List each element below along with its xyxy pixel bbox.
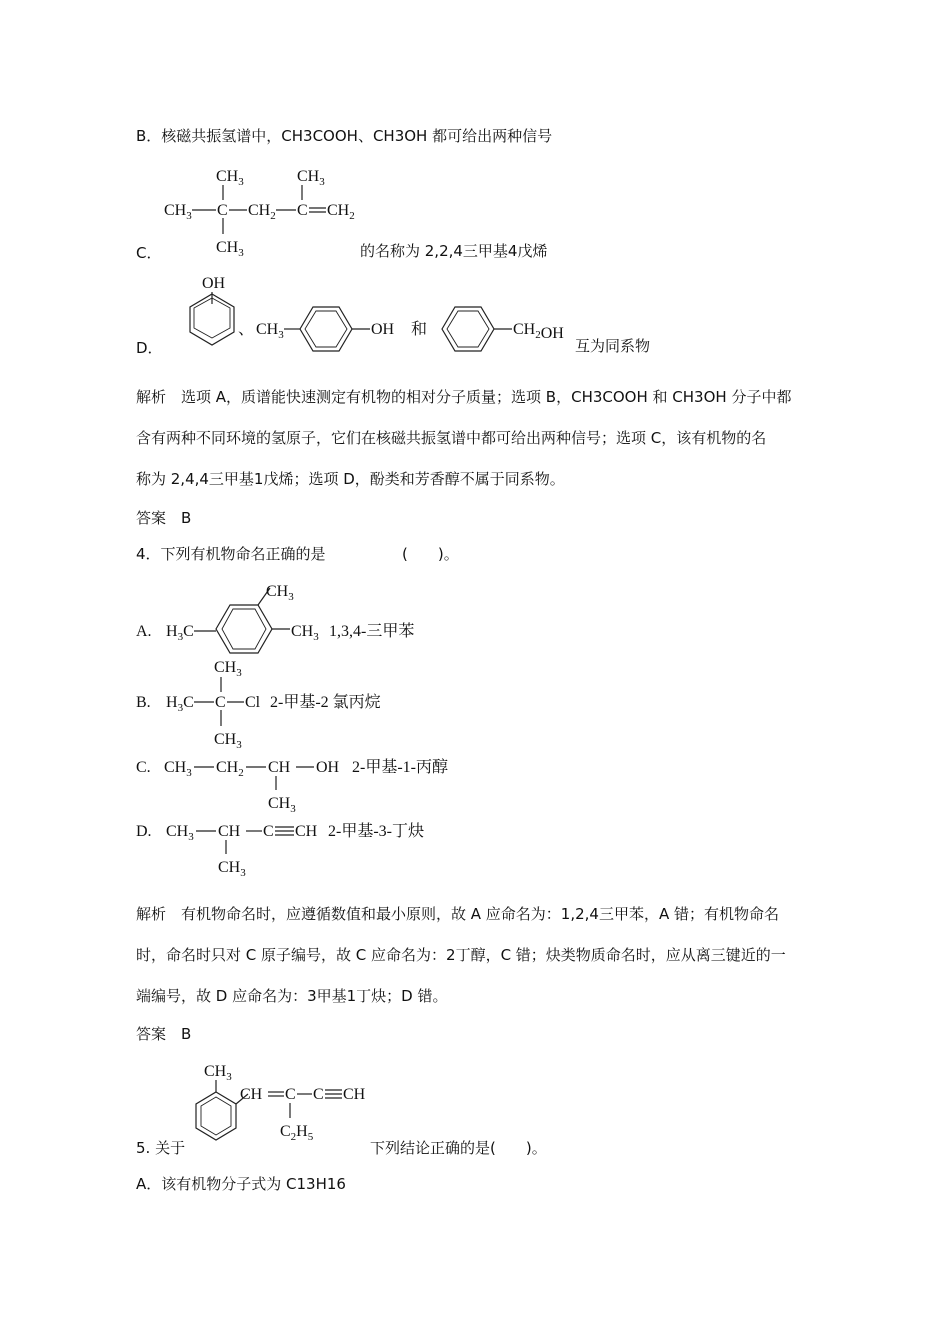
svg-text:CH3: $CH_3$ — [256, 321, 284, 341]
svg-text:C: C — [263, 823, 274, 840]
svg-text:H3C: $H_3C$ — [166, 623, 194, 643]
q3-option-d-structures — [168, 272, 578, 352]
svg-text:OH: OH — [316, 759, 340, 776]
q4-option-c-label: C. — [136, 759, 151, 776]
q4-analysis-line-3: 端编号，故 D 应命名为：3甲基1丁炔；D 错。 — [136, 987, 448, 1005]
svg-text:CH3: $CH_3$ — [291, 623, 319, 643]
svg-text:CH: CH — [218, 823, 241, 840]
svg-text:OH: OH — [202, 275, 226, 292]
svg-text:CH3: $CH_3$ — [268, 795, 296, 814]
svg-text:C: C — [313, 1086, 324, 1103]
q4-stem: 4．下列有机物命名正确的是 — [136, 545, 326, 563]
svg-text:C: C — [297, 202, 308, 219]
q4-option-a-structure — [134, 578, 454, 654]
q3-option-b: B．核磁共振氢谱中，CH3COOH、CH3OH 都可给出两种信号 — [136, 127, 553, 145]
q3-option-d-text: 互为同系物 — [575, 337, 651, 355]
svg-text:CH3: $CH_3$ — [164, 759, 192, 779]
svg-text:CH3: $CH_3$ — [216, 239, 244, 259]
q4-paren: ( )。 — [402, 545, 459, 563]
svg-text:CH3: $CH_3$ — [216, 168, 244, 188]
q3-option-d-label: D． — [136, 339, 163, 357]
svg-text:CH2: $CH_2$ — [248, 202, 276, 222]
svg-text:CH3: $CH_3$ — [204, 1063, 232, 1083]
q4-option-d-label: D. — [136, 823, 152, 840]
svg-text:CH3: $CH_3$ — [166, 823, 194, 843]
q3-option-d-sep: 、 — [238, 321, 255, 338]
svg-text:CH: CH — [268, 759, 291, 776]
q4-analysis-line-1: 解析 有机物命名时，应遵循数值和最小原则，故 A 应命名为：1,2,4三甲苯，A 错；有机物命名 — [136, 905, 779, 923]
svg-text:CH: CH — [295, 823, 318, 840]
q3-option-d-and: 和 — [411, 321, 428, 338]
q4-option-a-label: A. — [136, 623, 152, 640]
q4-analysis-line-2: 时，命名时只对 C 原子编号，故 C 应命名为：2丁醇，C 错；炔类物质命名时，应从离三键近的一 — [136, 946, 786, 964]
q4-option-b-label: B. — [136, 694, 151, 711]
svg-text:CH3: $CH_3$ — [164, 202, 192, 222]
q3-analysis-line-3: 称为 2,4,4三甲基1戊烯；选项 D，酚类和芳香醇不属于同系物。 — [136, 470, 565, 488]
svg-text:C: C — [217, 202, 228, 219]
svg-text:CH3: $CH_3$ — [214, 731, 242, 751]
q3-option-c-label: C． — [136, 244, 162, 262]
svg-text:OH: OH — [371, 321, 395, 338]
svg-text:CH2: $CH_2$ — [327, 202, 355, 222]
svg-text:CH2: $CH_2$ — [216, 759, 244, 779]
q4-option-b-name: 2-甲基-2 氯丙烷 — [270, 694, 381, 711]
svg-text:CH3: $CH_3$ — [218, 859, 246, 878]
q4-option-a-name: 1,3,4-三甲苯 — [329, 623, 415, 640]
q3-option-c-text: 的名称为 2,2,4三甲基4戊烯 — [360, 242, 548, 260]
svg-text:CH3: $CH_3$ — [214, 659, 242, 679]
q5-structure — [180, 1056, 380, 1156]
q4-option-d-name: 2-甲基-3-丁炔 — [328, 823, 424, 840]
q3-answer: 答案 B — [136, 509, 192, 527]
svg-text:CH: CH — [343, 1086, 366, 1103]
svg-text:C: C — [215, 694, 226, 711]
svg-text:CH3: $CH_3$ — [297, 168, 325, 188]
q4-option-c-name: 2-甲基-1-丙醇 — [352, 759, 448, 776]
q4-option-c-structure — [134, 752, 474, 814]
q5-stem-suffix: 下列结论正确的是( )。 — [370, 1139, 547, 1157]
q3-option-c-structure — [160, 160, 370, 260]
q5-option-a: A．该有机物分子式为 C13H16 — [136, 1175, 346, 1193]
svg-text:C2H5: $C_2H_5$ — [280, 1123, 314, 1143]
svg-text:CH: CH — [240, 1086, 263, 1103]
q4-option-d-structure — [134, 816, 474, 878]
q5-stem-prefix: 5. 关于 — [136, 1139, 186, 1157]
q4-answer: 答案 B — [136, 1025, 192, 1043]
svg-text:H3C: $H_3C$ — [166, 694, 194, 714]
svg-text:CH3: $CH_3$ — [266, 583, 294, 603]
svg-text:Cl: Cl — [245, 694, 261, 711]
svg-text:C: C — [285, 1086, 296, 1103]
q3-analysis-line-1: 解析 选项 A，质谱能快速测定有机物的相对分子质量；选项 B，CH3COOH 和 CH3OH 分子中都 — [136, 388, 792, 406]
svg-text:CH2OH: $CH_2OH$ — [513, 321, 564, 342]
q3-analysis-line-2: 含有两种不同环境的氢原子，它们在核磁共振氢谱中都可给出两种信号；选项 C，该有机物的名 — [136, 429, 767, 447]
q4-option-b-structure — [134, 652, 434, 752]
